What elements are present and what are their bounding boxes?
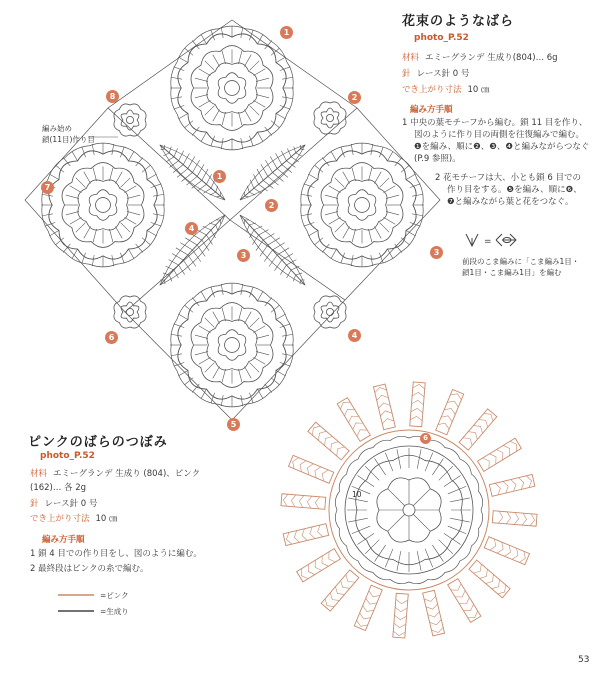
section2-step1: 1 鎖 4 目での作り目をし、図のように編む。 xyxy=(30,549,202,559)
motif-number-badge: 8 xyxy=(106,90,119,103)
motif-number-badge: 2 xyxy=(348,91,361,104)
petal-loop xyxy=(423,590,445,636)
leaf-motif xyxy=(240,145,305,200)
step1-line: 図のように作り目の両側を往復編みで編む。 xyxy=(414,130,585,140)
section2-title: ピンクのばらのつぼみ xyxy=(28,435,168,450)
page-number: 53 xyxy=(578,655,590,665)
section1-photo-ref: photo_P.52 xyxy=(414,33,469,43)
legend-kinari-label: =生成り xyxy=(100,607,129,616)
petal-loop xyxy=(478,438,522,471)
size-value: 10 ㎝ xyxy=(95,514,118,524)
petal-loop xyxy=(321,570,359,611)
leaf-motif xyxy=(240,215,305,285)
petal-loop xyxy=(373,384,395,430)
section2-materials xyxy=(30,468,200,480)
petal-loop xyxy=(410,382,425,427)
materials-value: エミーグランデ 生成り (804)、ピンク xyxy=(53,469,201,479)
small-rose-motif xyxy=(314,296,346,328)
section2-size xyxy=(30,513,118,525)
large-rose-motif xyxy=(170,26,294,150)
round-label: 10 xyxy=(352,490,362,499)
section2-photo-ref: photo_P.52 xyxy=(40,451,95,461)
start-note-line: 鎖(11目)作り目 xyxy=(42,135,95,144)
step2-line: 作り目をする。❺を編み、順に❻、 xyxy=(447,185,582,195)
section1-title: 花束のようなばら xyxy=(402,14,515,29)
motif-number-badge: 3 xyxy=(430,246,443,259)
svg-text:=: = xyxy=(484,237,492,247)
round-badge: 6 xyxy=(420,433,431,444)
section1-howto-title: 編み方手順 xyxy=(410,105,453,115)
symbol-note-line: 前段のこま編みに「こま編み1目・ xyxy=(462,257,580,266)
needle-key: 針 xyxy=(30,499,39,509)
petal-loop xyxy=(436,390,464,435)
motif-number-badge: 4 xyxy=(348,329,361,342)
petal-loop xyxy=(448,579,481,623)
small-rose-motif xyxy=(114,104,146,136)
small-rose-motif xyxy=(114,296,146,328)
leaf-number-badge: 4 xyxy=(185,222,198,235)
section2-materials-2: (162)… 各 2g xyxy=(30,483,87,493)
large-rose-motif xyxy=(170,283,294,407)
petal-loop xyxy=(469,560,510,598)
needle-value: レース針 0 号 xyxy=(416,69,470,79)
motif-number-badge: 6 xyxy=(105,331,118,344)
size-key: でき上がり寸法 xyxy=(402,85,462,95)
leaf-number-badge: 1 xyxy=(213,170,226,183)
start-note-line: 編み始め xyxy=(42,124,72,133)
step1-line: 1 中央の葉モチーフから編む。鎖 11 目を作り、 xyxy=(402,118,588,128)
leaf-number-badge: 3 xyxy=(237,249,250,262)
petal-loop xyxy=(492,511,537,526)
petal-loop xyxy=(393,593,408,638)
step2-line: 2 花モチーフは大、小とも鎖 6 目での xyxy=(435,173,581,183)
petal-loop xyxy=(283,524,329,546)
motif-number-badge: 5 xyxy=(227,418,240,431)
materials-key: 材料 xyxy=(30,469,48,479)
size-value: 10 ㎝ xyxy=(467,85,490,95)
materials-value: エミーグランデ 生成り(804)… 6g xyxy=(425,53,558,63)
small-rose-motif xyxy=(314,102,346,134)
start-note xyxy=(42,123,95,145)
petal-loop xyxy=(297,549,341,582)
petal-loop xyxy=(354,585,382,630)
motif-number-badge: 7 xyxy=(41,181,54,194)
step1-line: ❶を編み、順に❷、❸、❹と編みながらつなぐ xyxy=(414,142,590,152)
symbol-note-line: 鎖1目・こま編み1目」を編む xyxy=(462,268,562,277)
step2-line: ❼と編みながら葉と花をつなぐ。 xyxy=(447,197,574,207)
petal-loop xyxy=(281,494,326,509)
legend-pink-label: =ピンク xyxy=(100,591,129,600)
petal-loop xyxy=(459,409,497,450)
leaf-number-badge: 2 xyxy=(265,199,278,212)
yarn-legend-lines xyxy=(58,588,98,618)
needle-value: レース針 0 号 xyxy=(44,499,98,509)
large-rose-motif xyxy=(41,143,165,267)
size-key: でき上がり寸法 xyxy=(30,514,90,524)
large-rose-motif xyxy=(300,143,424,267)
rose-bud-diagram xyxy=(281,382,537,638)
petal-loop xyxy=(308,422,349,460)
petal-loop xyxy=(489,474,535,496)
step1-line: (P.9 参照)。 xyxy=(414,154,461,164)
section2-step2: 2 最終段はピンクの糸で編む。 xyxy=(30,564,149,574)
section2-howto-title: 編み方手順 xyxy=(42,535,85,545)
materials-key: 材料 xyxy=(402,53,420,63)
needle-key: 針 xyxy=(402,69,411,79)
section2-needle xyxy=(30,498,97,510)
petal-loop xyxy=(337,398,370,442)
motif-number-badge: 1 xyxy=(280,26,293,39)
petal-loop xyxy=(289,455,334,483)
petal-loop xyxy=(484,537,529,565)
